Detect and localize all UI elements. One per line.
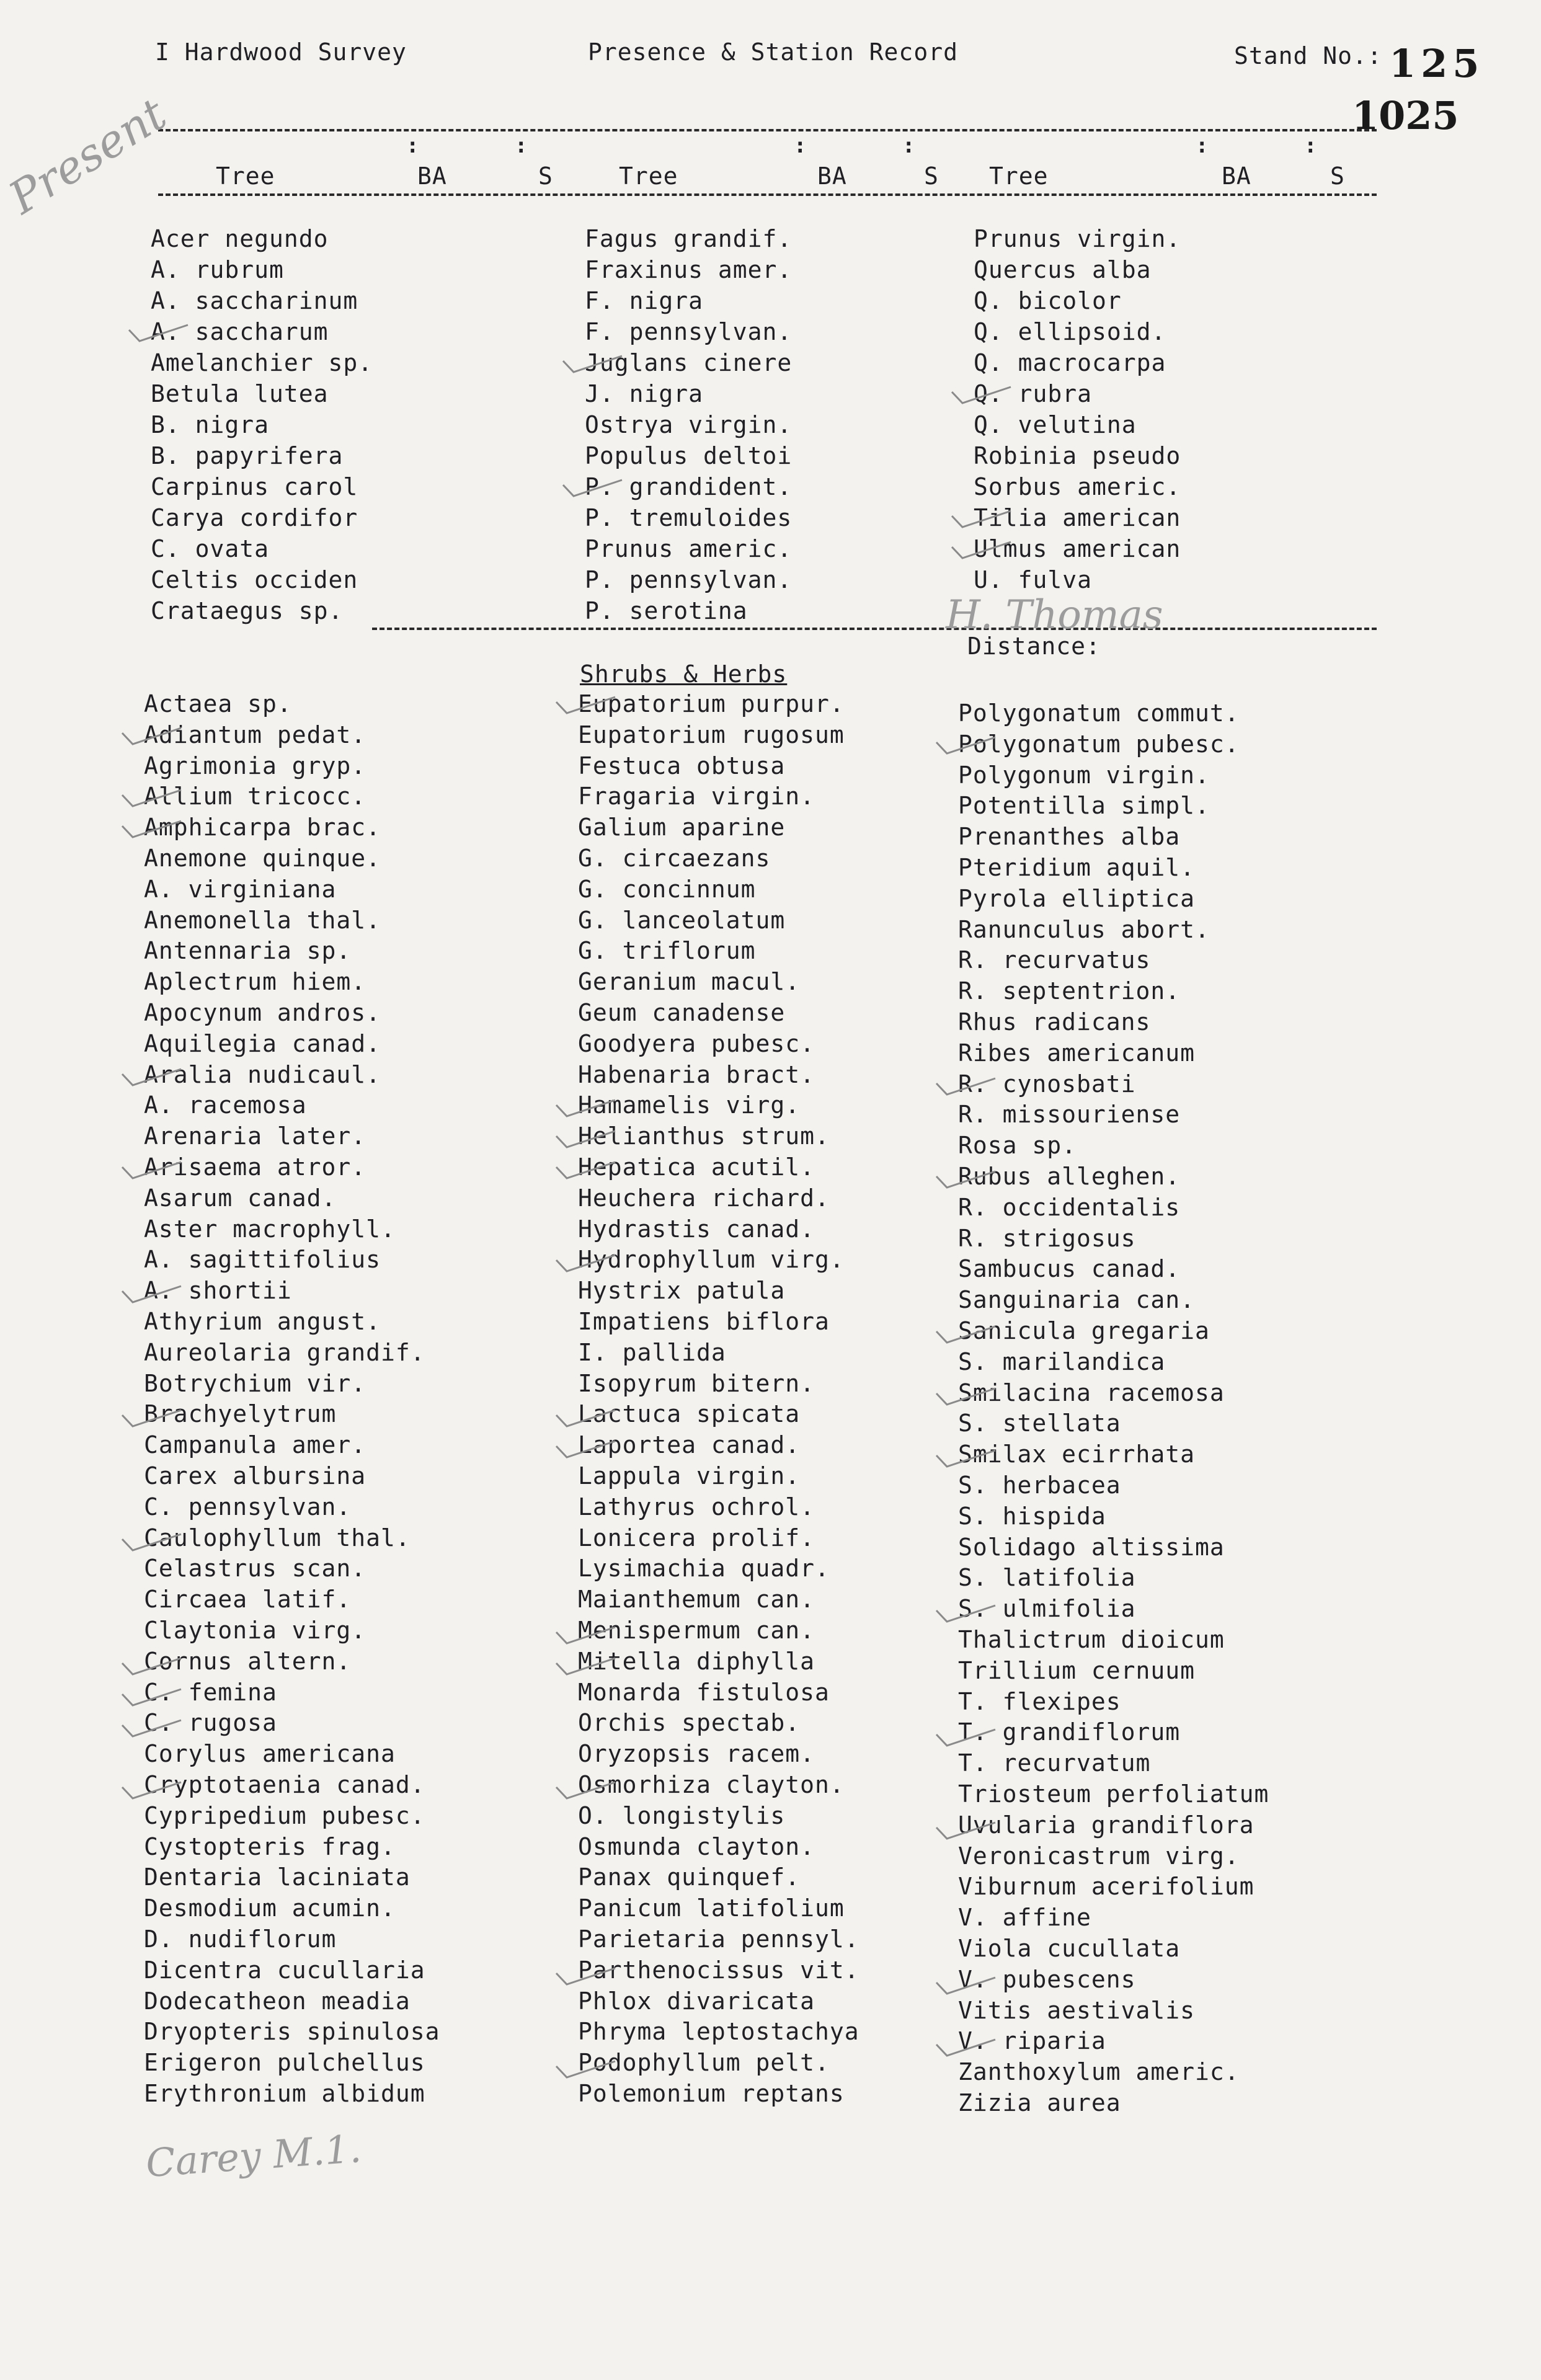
tree-species-entry: P. tremuloides — [585, 504, 793, 531]
herb-species-entry: Osmorhiza clayton. — [578, 1771, 845, 1798]
herb-species-entry: Amphicarpa brac. — [144, 814, 381, 841]
herb-species-entry: S. herbacea — [958, 1472, 1121, 1499]
tree-species-entry: A. rubrum — [151, 256, 284, 283]
herb-species-entry: Galium aparine — [578, 814, 786, 841]
herb-species-entry: Eupatorium rugosum — [578, 721, 845, 748]
herb-species-entry: Festuca obtusa — [578, 752, 786, 779]
herb-species-entry: Carex albursina — [144, 1462, 366, 1490]
s-column-header: S — [1330, 162, 1345, 190]
herb-species-entry: Brachyelytrum — [144, 1400, 337, 1428]
herb-species-entry: Isopyrum bitern. — [578, 1369, 815, 1397]
herb-species-entry: Hamamelis virg. — [578, 1091, 801, 1119]
herb-species-entry: Claytonia virg. — [144, 1617, 366, 1644]
herb-species-entry: V. affine — [958, 1904, 1091, 1932]
herb-species-entry: Prenanthes alba — [958, 823, 1181, 851]
herb-species-entry: A. virginiana — [144, 875, 337, 903]
herb-species-entry: Parthenocissus vit. — [578, 1956, 859, 1984]
herb-species-entry: Arisaema atror. — [144, 1153, 366, 1181]
record-title: Presence & Station Record — [588, 38, 958, 66]
herb-species-entry: Aureolaria grandif. — [144, 1338, 425, 1366]
herb-species-entry: Menispermum can. — [578, 1617, 815, 1644]
herb-species-entry: Viola cucullata — [958, 1935, 1181, 1962]
herb-species-entry: Maianthemum can. — [578, 1586, 815, 1614]
herb-species-entry: R. recurvatus — [958, 946, 1151, 974]
herb-species-entry: Osmunda clayton. — [578, 1832, 815, 1860]
herb-species-entry: Anemone quinque. — [144, 845, 381, 872]
tree-species-entry: Carpinus carol — [151, 473, 358, 500]
herb-species-entry: Cornus altern. — [144, 1647, 352, 1675]
herb-species-entry: Cryptotaenia canad. — [144, 1771, 425, 1798]
herb-species-entry: Triosteum perfoliatum — [958, 1780, 1269, 1808]
herb-species-entry: S. stellata — [958, 1410, 1121, 1437]
herb-species-entry: T. grandiflorum — [958, 1718, 1181, 1746]
herb-species-entry: C. femina — [144, 1678, 277, 1706]
tree-species-entry: Q. ellipsoid. — [974, 318, 1166, 345]
herb-species-entry: Agrimonia gryp. — [144, 752, 366, 779]
herb-species-entry: S. ulmifolia — [958, 1595, 1136, 1623]
tree-species-entry: F. nigra — [585, 287, 704, 314]
tree-species-entry: Q. macrocarpa — [974, 349, 1166, 376]
herb-species-entry: Campanula amer. — [144, 1431, 366, 1459]
tree-species-entry: Quercus alba — [974, 256, 1152, 283]
herb-species-entry: R. occidentalis — [958, 1193, 1181, 1221]
herb-species-entry: Rhus radicans — [958, 1008, 1151, 1036]
herb-species-entry: Hydrophyllum virg. — [578, 1246, 845, 1274]
herb-species-entry: A. racemosa — [144, 1091, 307, 1119]
tree-species-entry: P. serotina — [585, 597, 748, 624]
herb-species-entry: Orchis spectab. — [578, 1709, 801, 1737]
herb-species-entry: Corylus americana — [144, 1740, 396, 1768]
herb-species-entry: Dicentra cucullaria — [144, 1956, 425, 1984]
column-separator: : — [515, 133, 528, 158]
herb-species-entry: Polemonium reptans — [578, 2080, 845, 2107]
herb-species-entry: V. riparia — [958, 2027, 1106, 2055]
herb-species-entry: O. longistylis — [578, 1801, 786, 1829]
herb-species-entry: Pyrola elliptica — [958, 884, 1196, 912]
herb-species-entry: I. pallida — [578, 1338, 726, 1366]
herb-species-entry: C. pennsylvan. — [144, 1493, 352, 1521]
herb-species-entry: A. shortii — [144, 1277, 292, 1305]
herb-species-entry: Laportea canad. — [578, 1431, 801, 1459]
herb-species-entry: Aquilegia canad. — [144, 1029, 381, 1057]
tree-species-entry: F. pennsylvan. — [585, 318, 793, 345]
herb-species-entry: Desmodium acumin. — [144, 1894, 396, 1922]
s-column-header: S — [538, 162, 553, 190]
column-separator: : — [902, 133, 915, 158]
tree-species-entry: C. ovata — [151, 535, 270, 562]
herb-species-entry: Botrychium vir. — [144, 1369, 366, 1397]
herb-species-entry: Phryma leptostachya — [578, 2018, 859, 2046]
table-top-rule — [158, 129, 1377, 131]
survey-title: I Hardwood Survey — [155, 38, 407, 66]
herb-species-entry: Panax quinquef. — [578, 1863, 801, 1891]
s-column-header: S — [924, 162, 939, 190]
herb-species-entry: Lathyrus ochrol. — [578, 1493, 815, 1521]
herb-species-entry: Panicum latifolium — [578, 1894, 845, 1922]
herb-species-entry: Aster macrophyll. — [144, 1215, 396, 1243]
tree-species-entry: Amelanchier sp. — [151, 349, 373, 376]
herb-species-entry: Veronicastrum virg. — [958, 1842, 1240, 1870]
herb-species-entry: Phlox divaricata — [578, 1987, 815, 2015]
ba-column-header: BA — [417, 162, 447, 190]
herb-species-entry: Viburnum acerifolium — [958, 1873, 1255, 1901]
herb-species-entry: Monarda fistulosa — [578, 1678, 830, 1706]
herb-species-entry: Hydrastis canad. — [578, 1215, 815, 1243]
tree-species-entry: Q. velutina — [974, 411, 1137, 438]
herb-species-entry: T. recurvatum — [958, 1749, 1151, 1777]
herb-species-entry: Hepatica acutil. — [578, 1153, 815, 1181]
herb-species-entry: Lonicera prolif. — [578, 1524, 815, 1552]
herb-species-entry: Asarum canad. — [144, 1184, 337, 1212]
herb-species-entry: Rosa sp. — [958, 1132, 1077, 1160]
herb-species-entry: Zanthoxylum americ. — [958, 2058, 1240, 2086]
herb-species-entry: A. sagittifolius — [144, 1246, 381, 1274]
herb-species-entry: Sanicula gregaria — [958, 1317, 1210, 1344]
distance-label: Distance: — [967, 633, 1101, 660]
herb-species-entry: Pteridium aquil. — [958, 854, 1196, 881]
herb-species-entry: Sanguinaria can. — [958, 1286, 1196, 1314]
herb-species-entry: Polygonum virgin. — [958, 761, 1210, 789]
tree-species-entry: Populus deltoi — [585, 442, 793, 469]
herb-species-entry: R. septentrion. — [958, 977, 1181, 1005]
herb-species-entry: Hystrix patula — [578, 1277, 786, 1305]
herb-species-entry: Polygonatum pubesc. — [958, 730, 1240, 758]
tree-column-header: Tree — [619, 162, 678, 190]
tree-species-entry: Sorbus americ. — [974, 473, 1181, 500]
herb-species-entry: Vitis aestivalis — [958, 1996, 1196, 2024]
herb-species-entry: Aplectrum hiem. — [144, 968, 366, 996]
tree-species-entry: J. nigra — [585, 380, 704, 407]
herb-species-entry: S. hispida — [958, 1502, 1106, 1530]
herb-species-entry: Caulophyllum thal. — [144, 1524, 411, 1552]
column-separator: : — [794, 133, 807, 158]
herb-species-entry: Dentaria laciniata — [144, 1863, 411, 1891]
herb-species-entry: Allium tricocc. — [144, 783, 366, 810]
herb-species-entry: Aralia nudicaul. — [144, 1060, 381, 1088]
herb-species-entry: Helianthus strum. — [578, 1122, 830, 1150]
shrubs-herbs-heading: Shrubs & Herbs — [580, 660, 788, 688]
tree-species-entry: Ostrya virgin. — [585, 411, 793, 438]
tree-species-entry: Carya cordifor — [151, 504, 358, 531]
herb-species-entry: Arenaria later. — [144, 1122, 366, 1150]
herb-species-entry: S. latifolia — [958, 1564, 1136, 1592]
herb-species-entry: Celastrus scan. — [144, 1555, 366, 1583]
ba-column-header: BA — [817, 162, 847, 190]
herb-species-entry: Anemonella thal. — [144, 906, 381, 934]
herb-species-entry: Erythronium albidum — [144, 2080, 425, 2107]
distance-note: H. Thomas — [946, 592, 1163, 638]
herb-species-entry: Mitella diphylla — [578, 1647, 815, 1675]
tree-species-entry: Tilia american — [974, 504, 1181, 531]
herb-species-entry: Actaea sp. — [144, 690, 292, 717]
stand-label: Stand No.: — [1234, 42, 1382, 69]
tree-species-entry: P. pennsylvan. — [585, 566, 793, 593]
tree-species-entry: Q. rubra — [974, 380, 1093, 407]
herb-species-entry: Solidago altissima — [958, 1533, 1225, 1561]
herb-species-entry: Ranunculus abort. — [958, 915, 1210, 943]
herb-species-entry: Cystopteris frag. — [144, 1832, 396, 1860]
herb-species-entry: D. nudiflorum — [144, 1925, 337, 1953]
herb-species-entry: Polygonatum commut. — [958, 699, 1240, 727]
herb-species-entry: Dryopteris spinulosa — [144, 2018, 440, 2046]
column-separator: : — [406, 133, 419, 158]
herb-species-entry: G. circaezans — [578, 845, 771, 872]
herb-species-entry: Geranium macul. — [578, 968, 801, 996]
herb-species-entry: Lactuca spicata — [578, 1400, 801, 1428]
tree-species-entry: B. papyrifera — [151, 442, 344, 469]
ba-column-header: BA — [1222, 162, 1251, 190]
herb-species-entry: Circaea latif. — [144, 1586, 352, 1614]
herb-species-entry: Smilacina racemosa — [958, 1379, 1225, 1406]
tree-species-entry: Fagus grandif. — [585, 225, 793, 252]
table-header-rule — [158, 193, 1377, 196]
present-margin-note: Present — [0, 87, 175, 224]
herb-species-entry: Antennaria sp. — [144, 937, 352, 965]
herb-species-entry: T. flexipes — [958, 1687, 1121, 1715]
column-separator: : — [1196, 133, 1209, 158]
stand-number: 125 — [1389, 41, 1485, 86]
herb-species-entry: V. pubescens — [958, 1965, 1136, 1993]
herb-species-entry: Apocynum andros. — [144, 999, 381, 1026]
footer-pencil-note: Carey M.1. — [144, 2125, 363, 2187]
herb-species-entry: Impatiens biflora — [578, 1308, 830, 1335]
herb-species-entry: Erigeron pulchellus — [144, 2049, 425, 2077]
herb-species-entry: G. triflorum — [578, 937, 756, 965]
tree-species-entry: P. grandident. — [585, 473, 793, 500]
tree-species-entry: Robinia pseudo — [974, 442, 1181, 469]
herb-species-entry: C. rugosa — [144, 1709, 277, 1737]
table-bottom-rule — [372, 628, 1377, 630]
herb-species-entry: Athyrium angust. — [144, 1308, 381, 1335]
herb-species-entry: Cypripedium pubesc. — [144, 1801, 425, 1829]
tree-species-entry: Betula lutea — [151, 380, 329, 407]
tree-species-entry: Celtis occiden — [151, 566, 358, 593]
herb-species-entry: Podophyllum pelt. — [578, 2049, 830, 2077]
herb-species-entry: Thalictrum dioicum — [958, 1626, 1225, 1653]
herb-species-entry: R. strigosus — [958, 1224, 1136, 1252]
herb-species-entry: Zizia aurea — [958, 2089, 1121, 2116]
tree-species-entry: Ulmus american — [974, 535, 1181, 562]
herb-species-entry: Potentilla simpl. — [958, 792, 1210, 820]
herb-species-entry: Oryzopsis racem. — [578, 1740, 815, 1768]
herb-species-entry: Heuchera richard. — [578, 1184, 830, 1212]
tree-column-header: Tree — [216, 162, 275, 190]
stand-id: 1025 — [1352, 93, 1459, 138]
herb-species-entry: Lysimachia quadr. — [578, 1555, 830, 1583]
herb-species-entry: Goodyera pubesc. — [578, 1029, 815, 1057]
herb-species-entry: Dodecatheon meadia — [144, 1987, 411, 2015]
tree-species-entry: Juglans cinere — [585, 349, 793, 376]
tree-species-entry: Crataegus sp. — [151, 597, 344, 624]
herb-species-entry: Lappula virgin. — [578, 1462, 801, 1490]
tree-species-entry: Acer negundo — [151, 225, 329, 252]
tree-species-entry: Q. bicolor — [974, 287, 1122, 314]
tree-species-entry: U. fulva — [974, 566, 1093, 593]
tree-species-entry: A. saccharum — [151, 318, 329, 345]
herb-species-entry: Geum canadense — [578, 999, 786, 1026]
tree-species-entry: B. nigra — [151, 411, 270, 438]
herb-species-entry: Sambucus canad. — [958, 1255, 1181, 1283]
tree-column-header: Tree — [989, 162, 1049, 190]
herb-species-entry: Habenaria bract. — [578, 1060, 815, 1088]
herb-species-entry: Smilax ecirrhata — [958, 1441, 1196, 1468]
herb-species-entry: G. lanceolatum — [578, 906, 786, 934]
herb-species-entry: R. cynosbati — [958, 1070, 1136, 1098]
herb-species-entry: Rubus alleghen. — [958, 1163, 1181, 1190]
herb-species-entry: Adiantum pedat. — [144, 721, 366, 748]
herb-species-entry: Fragaria virgin. — [578, 783, 815, 810]
herb-species-entry: Ribes americanum — [958, 1039, 1196, 1067]
herb-species-entry: Uvularia grandiflora — [958, 1811, 1255, 1839]
herb-species-entry: R. missouriense — [958, 1101, 1181, 1129]
herb-species-entry: Parietaria pennsyl. — [578, 1925, 859, 1953]
herb-species-entry: S. marilandica — [958, 1348, 1166, 1375]
herb-species-entry: Trillium cernuum — [958, 1656, 1196, 1684]
tree-species-entry: Prunus virgin. — [974, 225, 1181, 252]
column-separator: : — [1304, 133, 1317, 158]
tree-species-entry: Prunus americ. — [585, 535, 793, 562]
herb-species-entry: G. concinnum — [578, 875, 756, 903]
tree-species-entry: Fraxinus amer. — [585, 256, 793, 283]
herb-species-entry: Eupatorium purpur. — [578, 690, 845, 717]
tree-species-entry: A. saccharinum — [151, 287, 358, 314]
